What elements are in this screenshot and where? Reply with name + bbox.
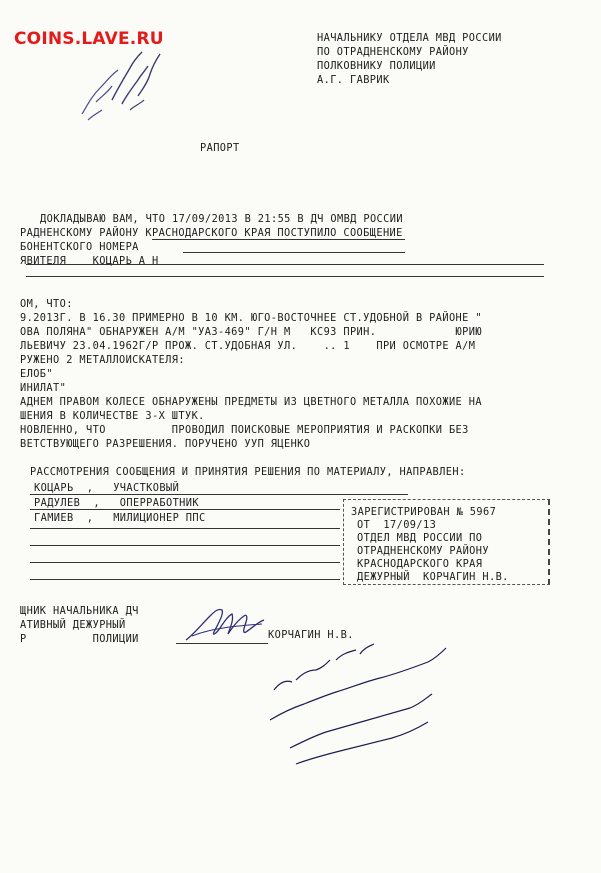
body-line: НОВЛЕННО, ЧТО ПРОВОДИЛ ПОИСКОВЫЕ МЕРОПРИЯТИЯ И РАСКОПКИ БЕЗ	[20, 424, 469, 436]
registration-line: ОТРАДНЕНСКОМУ РАЙОНУ	[357, 545, 489, 557]
rule	[30, 579, 340, 580]
rule	[30, 545, 340, 546]
registration-line: ЗАРЕГИСТРИРОВАН № 5967	[351, 506, 497, 518]
addressee-line: ПО ОТРАДНЕНСКОМУ РАЙОНУ	[317, 46, 469, 58]
direction-header: РАССМОТРЕНИЯ СООБЩЕНИЯ И ПРИНЯТИЯ РЕШЕНИЯ ПО МАТЕРИАЛУ, НАПРАВЛЕН:	[30, 466, 466, 478]
signatory-line: АТИВНЫЙ ДЕЖУРНЫЙ	[20, 619, 126, 631]
body-line: РУЖЕНО 2 МЕТАЛЛОИСКАТЕЛЯ:	[20, 354, 185, 366]
document-title: РАПОРТ	[200, 142, 240, 154]
body-line: АДНЕМ ПРАВОМ КОЛЕСЕ ОБНАРУЖЕНЫ ПРЕДМЕТЫ ИЗ ЦВЕТНОГО МЕТАЛЛА ПОХОЖИЕ НА	[20, 396, 482, 408]
rule	[30, 528, 340, 529]
rule	[30, 509, 340, 510]
addressee-line: НАЧАЛЬНИКУ ОТДЕЛА МВД РОССИИ	[317, 32, 502, 44]
body-line: ЕЛОБ"	[20, 368, 53, 380]
intro-line: РАДНЕНСКОМУ РАЙОНУ КРАСНОДАРСКОГО КРАЯ ПОСТУПИЛО СООБЩЕНИЕ	[20, 227, 403, 239]
handwritten-notes	[256, 630, 476, 770]
recipient-line: КОЦАРЬ , УЧАСТКОВЫЙ	[34, 482, 180, 494]
intro-line: ЯВИТЕЛЯ КОЦАРЬ А Н	[20, 255, 159, 267]
body-line: ШЕНИЯ В КОЛИЧЕСТВЕ 3-Х ШТУК.	[20, 410, 205, 422]
body-line: ОВА ПОЛЯНА" ОБНАРУЖЕН А/М "УАЗ-469" Г/Н М КС93 ПРИН. ЮРИЮ	[20, 326, 482, 338]
body-line: ВЕТСТВУЮЩЕГО РАЗРЕШЕНИЯ. ПОРУЧЕНО УУП ЯЦЕНКО	[20, 438, 311, 450]
body-line: 9.2013Г. В 16.30 ПРИМЕРНО В 10 КМ. ЮГО-ВОСТОЧНЕЕ СТ.УДОБНОЙ В РАЙОНЕ "	[20, 312, 482, 324]
addressee-line: ПОЛКОВНИКУ ПОЛИЦИИ	[317, 60, 436, 72]
signatory-name: КОРЧАГИН Н.В.	[268, 629, 354, 641]
signatory-line: Р ПОЛИЦИИ	[20, 633, 139, 645]
rule	[152, 239, 405, 240]
rule	[26, 264, 544, 265]
signatory-line: ЩНИК НАЧАЛЬНИКА ДЧ	[20, 605, 139, 617]
registration-line: ОТ 17/09/13	[357, 519, 437, 531]
rule	[26, 276, 544, 277]
registration-line: ДЕЖУРНЫЙ КОРЧАГИН Н.В.	[357, 571, 509, 583]
addressee-line: А.Г. ГАВРИК	[317, 74, 390, 86]
recipient-line: ГАМИЕВ , МИЛИЦИОНЕР ППС	[34, 512, 206, 524]
recipient-line: РАДУЛЕВ , ОПЕРРАБОТНИК	[34, 497, 199, 509]
resolution-scribble	[78, 44, 168, 134]
body-line: ОМ, ЧТО:	[20, 298, 73, 310]
rule	[183, 252, 405, 253]
body-line: ЛЬЕВИЧУ 23.04.1962Г/Р ПРОЖ. СТ.УДОБНАЯ УЛ. .. 1 ПРИ ОСМОТРЕ А/М	[20, 340, 476, 352]
registration-line: ОТДЕЛ МВД РОССИИ ПО	[357, 532, 483, 544]
intro-line: БОНЕНТСКОГО НОМЕРА	[20, 241, 139, 253]
body-line: ИНИЛАТ"	[20, 382, 67, 394]
registration-line: КРАСНОДАРСКОГО КРАЯ	[357, 558, 483, 570]
watermark: COINS.LAVE.RU	[14, 29, 164, 49]
intro-line: ДОКЛАДЫВАЮ ВАМ, ЧТО 17/09/2013 В 21:55 В ДЧ ОМВД РОССИИ	[40, 213, 403, 225]
rule	[30, 562, 340, 563]
rule	[30, 494, 408, 495]
